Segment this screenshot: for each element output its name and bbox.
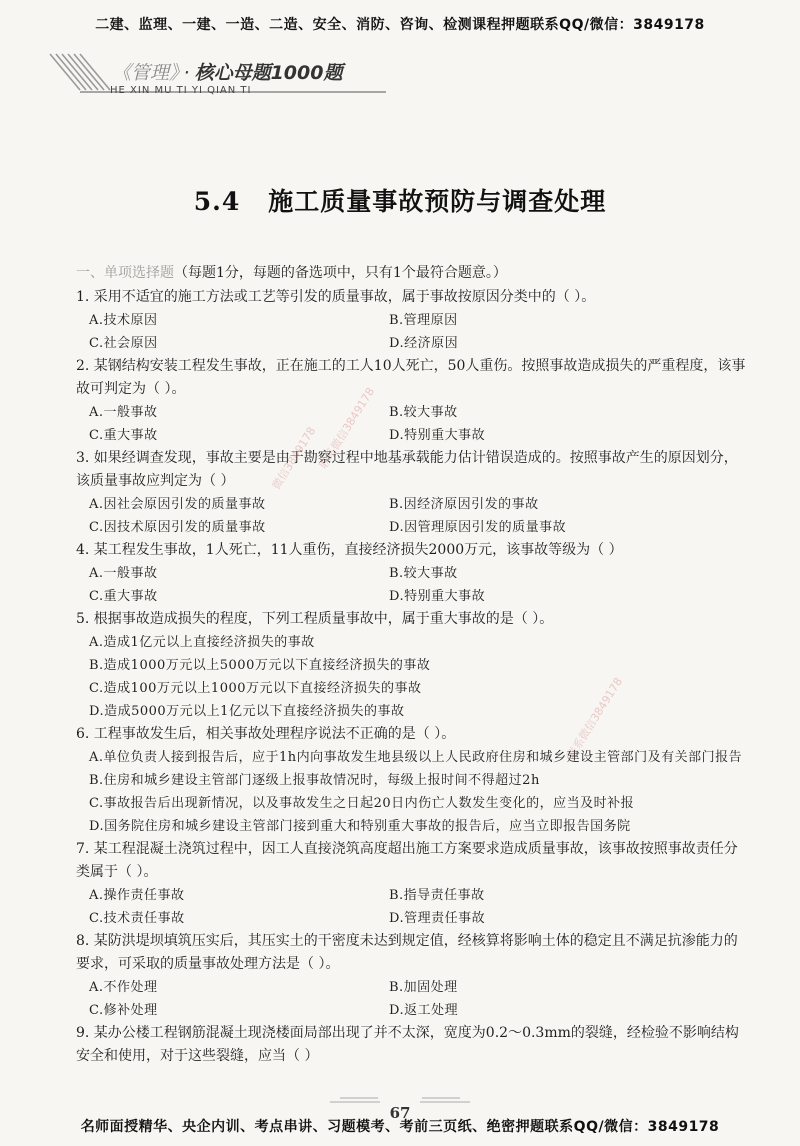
question-stem: 6. 工程事故发生后，相关事故处理程序说法不正确的是（ ）。	[76, 726, 456, 742]
answer-option[interactable]: B.指导责任事故	[389, 888, 485, 903]
answer-option[interactable]: B.管理原因	[389, 313, 458, 328]
answer-option[interactable]: A.一般事故	[89, 566, 158, 581]
option-group	[76, 976, 748, 1022]
header-title	[112, 58, 342, 85]
answer-option[interactable]: B.较大事故	[389, 405, 458, 420]
answer-option[interactable]: D.国务院住房和城乡建设主管部门接到重大和特别重大事故的报告后，应当立即报告国务院	[89, 819, 631, 834]
section-title	[0, 182, 800, 218]
header-pinyin: HE XIN MU TI YI QIAN TI	[110, 85, 252, 96]
question-item	[76, 355, 748, 447]
answer-option[interactable]: B.加固处理	[389, 980, 458, 995]
answer-option[interactable]: A.一般事故	[89, 405, 158, 420]
watermark: 微信3849178	[269, 424, 319, 492]
question-item	[76, 930, 748, 1022]
section-number: 5.4	[193, 187, 241, 216]
answer-option[interactable]: B.造成1000万元以上5000万元以下直接经济损失的事故	[89, 658, 431, 673]
question-item	[76, 723, 748, 838]
answer-option[interactable]: C.社会原因	[89, 336, 158, 351]
answer-option[interactable]: A.造成1亿元以上直接经济损失的事故	[89, 635, 315, 650]
question-item	[76, 1022, 748, 1068]
header-dot: ·	[183, 62, 190, 84]
page-number: 67	[389, 1104, 411, 1122]
question-stem: 3. 如果经调查发现，事故主要是由于勘察过程中地基承载能力估计错误造成的。按照事故产生的原因划分，该质量事故应判定为（ ）	[76, 450, 738, 489]
answer-option[interactable]: C.事故报告后出现新情况，以及事故发生之日起20日内伤亡人数发生变化的，应当及时补报	[89, 796, 635, 811]
answer-option[interactable]: D.特别重大事故	[389, 589, 486, 604]
answer-option[interactable]: A.不作处理	[89, 980, 158, 995]
option-group	[76, 401, 748, 447]
answer-option[interactable]: B.较大事故	[389, 566, 458, 581]
question-stem: 9. 某办公楼工程钢筋混凝土现浇楼面局部出现了并不太深，宽度为0.2～0.3mm的裂缝，经检验不影响结构安全和使用，对于这些裂缝，应当（ ）	[76, 1025, 739, 1064]
answer-option[interactable]: A.因社会原因引发的质量事故	[89, 497, 266, 512]
question-item	[76, 838, 748, 930]
question-stem: 4. 某工程发生事故，1人死亡，11人重伤，直接经济损失2000万元，该事故等级为（ ）	[76, 542, 623, 558]
option-group	[76, 493, 748, 539]
answer-option[interactable]: D.管理责任事故	[389, 911, 486, 926]
option-group	[76, 746, 748, 838]
answer-option[interactable]: A.单位负责人接到报告后，应于1h内向事故发生地县级以上人民政府住房和城乡建设主管部门及有关部门报告	[89, 750, 743, 765]
answer-option[interactable]: A.操作责任事故	[89, 888, 185, 903]
answer-option[interactable]: C.技术责任事故	[89, 911, 185, 926]
question-stem: 8. 某防洪堤坝填筑压实后，其压实土的干密度未达到规定值，经核算将影响土体的稳定且不满足抗渗能力的要求，可采取的质量事故处理方法是（ ）。	[76, 933, 738, 972]
answer-option[interactable]: D.经济原因	[389, 336, 459, 351]
questions	[76, 286, 748, 1068]
question-stem: 5. 根据事故造成损失的程度，下列工程质量事故中，属于重大事故的是（ ）。	[76, 611, 554, 627]
answer-option[interactable]: A.技术原因	[89, 313, 158, 328]
option-group	[76, 562, 748, 608]
answer-option[interactable]: B.因经济原因引发的事故	[389, 497, 539, 512]
answer-option[interactable]: C.造成100万元以上1000万元以下直接经济损失的事故	[89, 681, 422, 696]
top-banner: 二建、监理、一建、一造、二造、安全、消防、咨询、检测课程押题联系QQ/微信：3849178	[95, 17, 705, 33]
header-book-name: 《管理》	[112, 62, 179, 84]
option-group	[76, 884, 748, 930]
question-stem: 7. 某工程混凝土浇筑过程中，因工人直接浇筑高度超出施工方案要求造成质量事故，该事故按照事故责任分类属于（ ）。	[76, 841, 738, 880]
header-series-name: 核心母题1000题	[194, 62, 343, 84]
question-item	[76, 608, 748, 723]
answer-option[interactable]: C.修补处理	[89, 1003, 158, 1018]
option-group	[76, 631, 748, 723]
answer-option[interactable]: C.重大事故	[89, 589, 158, 604]
section-title-text: 施工质量事故预防与调查处理	[268, 187, 607, 216]
question-stem: 2. 某钢结构安装工程发生事故，正在施工的工人10人死亡，50人重伤。按照事故造成损失的严重程度，该事故可判定为（ ）。	[76, 358, 746, 397]
watermark: 联系微信3849178	[316, 385, 378, 472]
category-note: （每题1分，每题的备选项中，只有1个最符合题意。）	[174, 265, 507, 281]
answer-option[interactable]: D.返工处理	[389, 1003, 459, 1018]
question-item	[76, 539, 748, 608]
bottom-banner: 名师面授精华、央企内训、考点串讲、习题模考、考前三页纸、绝密押题联系QQ/微信：3849178	[80, 1119, 720, 1135]
question-stem: 1. 采用不适宜的施工方法或工艺等引发的质量事故，属于事故按原因分类中的（ ）。	[76, 289, 596, 305]
question-list	[76, 262, 748, 1068]
answer-option[interactable]: D.因管理原因引发的质量事故	[389, 520, 567, 535]
watermark: 联系微信3849178	[564, 675, 626, 762]
answer-option[interactable]: C.重大事故	[89, 428, 158, 443]
answer-option[interactable]: B.住房和城乡建设主管部门逐级上报事故情况时，每级上报时间不得超过2h	[89, 773, 540, 788]
answer-option[interactable]: D.特别重大事故	[389, 428, 486, 443]
question-item	[76, 447, 748, 539]
question-item	[76, 286, 748, 355]
category-label: 一、单项选择题	[76, 265, 174, 281]
option-group	[76, 309, 748, 355]
question-category	[76, 262, 748, 285]
answer-option[interactable]: D.造成5000万元以上1亿元以下直接经济损失的事故	[89, 704, 405, 719]
answer-option[interactable]: C.因技术原因引发的质量事故	[89, 520, 266, 535]
